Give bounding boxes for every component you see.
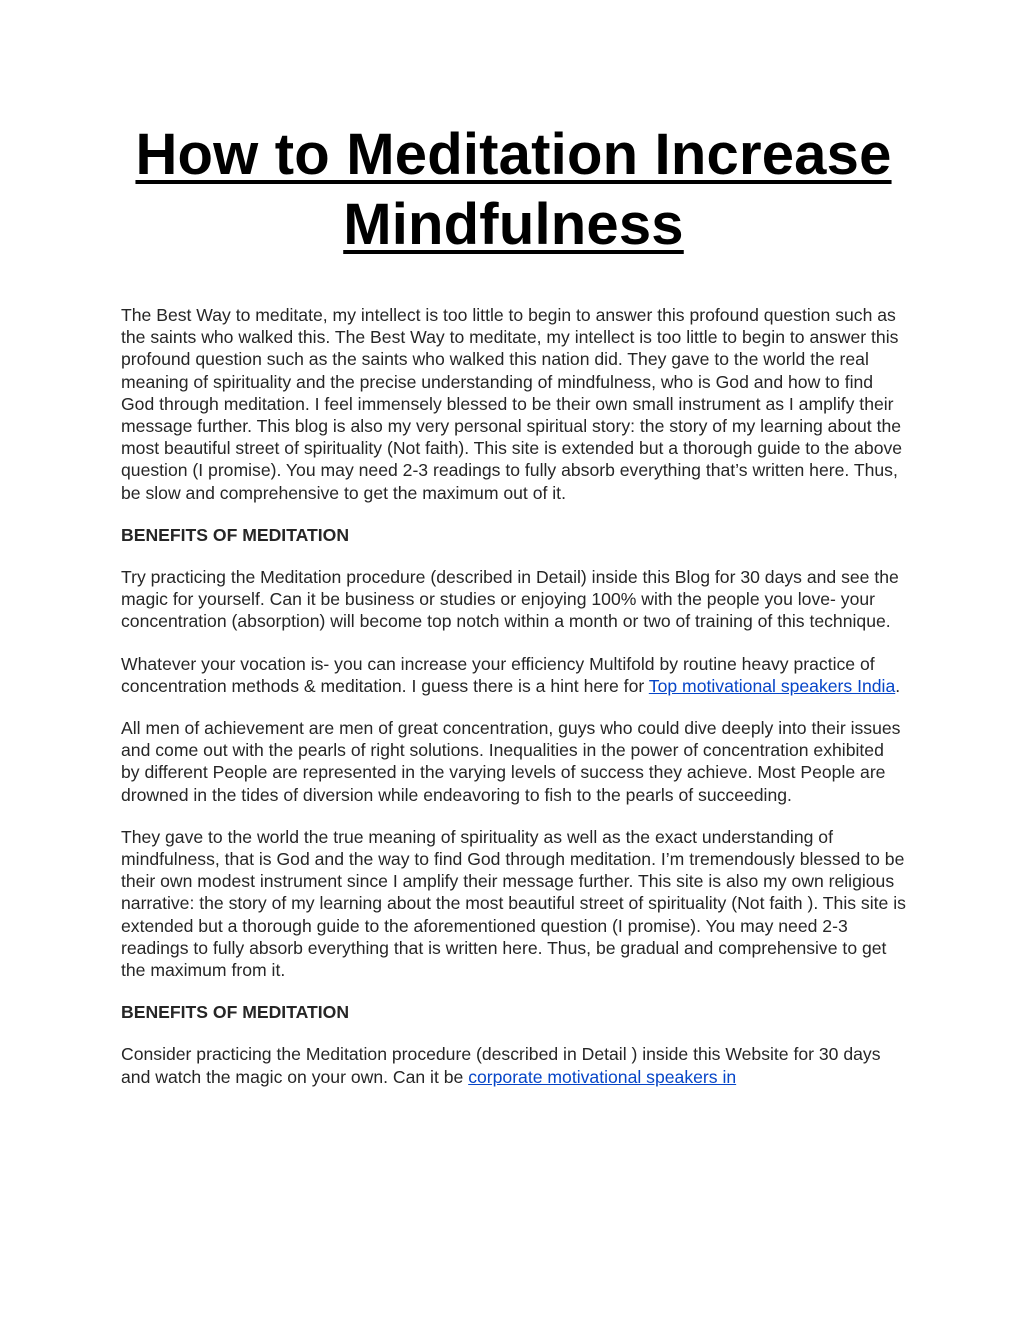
top-motivational-speakers-link[interactable]: Top motivational speakers India [648,675,896,696]
paragraph-vocation-text: Whatever your vocation is- you can increase your efficiency Multifold by routine heavy practice of concentration methods & meditation. I guess there is a hint here for [121,653,875,696]
paragraph-achievement: All men of achievement are men of great concentration, guys who could dive deeply into their issues and come out with the pearls of right solutions. Inequalities in the power of concentration exhibited by different People are represented in the varying levels of success they achieve. Most People are drowned in the tides of diversion while endeavoring to fish to the pearls of succeeding. [121,718,901,805]
page-title: How to Meditation Increase Mindfulness [135,122,892,257]
paragraph-practice: Try practicing the Meditation procedure (described in Detail) inside this Blog for 30 days and see the magic for yourself. Can it be business or studies or enjoying 100% with the people you love- your concentration (absorption) will become top notch within a month or two of training of this technique. [121,567,899,632]
paragraph-consider [121,1043,906,1087]
document-body [121,304,906,1088]
corporate-motivational-speakers-link[interactable]: corporate motivational speakers in [468,1066,737,1087]
section-heading-benefits-2: BENEFITS OF MEDITATION [121,1002,350,1023]
document-page [121,120,906,1108]
paragraph-vocation-end: . [895,675,901,696]
paragraph-intro: The Best Way to meditate, my intellect is too little to begin to answer this profound question such as the saints who walked this. The Best Way to meditate, my intellect is too little to begin to answer this profound question such as the saints who walked this nation did. They gave to the world the real meaning of spirituality and the precise understanding of mindfulness, who is God and how to find God through meditation. I feel immensely blessed to be their own small instrument as I amplify their message further. This blog is also my very personal spiritual story: the story of my learning about the most beautiful street of spirituality (Not faith). This site is extended but a thorough guide to the above question (I promise). You may need 2-3 readings to fully absorb everything that’s written here. Thus, be slow and comprehensive to get the maximum out of it. [121,305,903,503]
paragraph-vocation [121,653,906,697]
section-heading-benefits: BENEFITS OF MEDITATION [121,524,350,545]
paragraph-spirituality: They gave to the world the true meaning of spirituality as well as the exact understanding of mindfulness, that is God and the way to find God through meditation. I’m tremendously blessed to be their own modest instrument since I amplify their message further. This site is also my own religious narrative: the story of my learning about the most beautiful street of spirituality (Not faith ). This site is extended but a thorough guide to the aforementioned question (I promise). You may need 2-3 readings to fully absorb everything that is written here. Thus, be gradual and comprehensive to get the maximum from it. [121,826,906,981]
paragraph-consider-text: Consider practicing the Meditation procedure (described in Detail ) inside this Website for 30 days and watch the magic on your own. Can it be [121,1044,881,1087]
